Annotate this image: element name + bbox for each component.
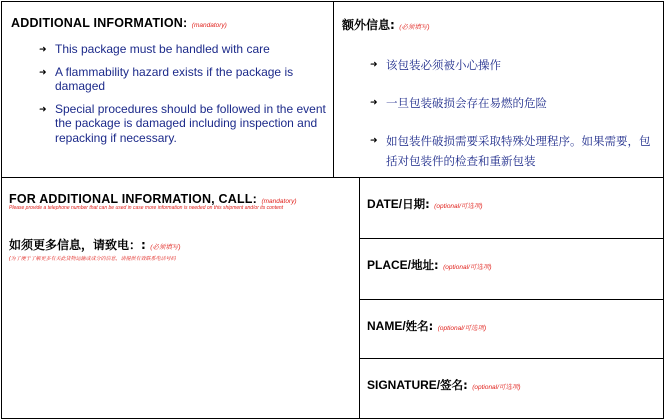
place-label-row	[367, 256, 491, 274]
handling-instructions-list	[39, 42, 327, 145]
arrow-right-icon: ➜	[370, 98, 378, 108]
signature-field[interactable]	[359, 358, 664, 419]
list-item	[39, 42, 327, 57]
place-label: PLACE/	[367, 258, 412, 272]
list-item	[39, 102, 327, 146]
place-field[interactable]	[359, 238, 664, 300]
mandatory-note: (mandatory)	[191, 22, 227, 29]
date-field[interactable]	[359, 177, 664, 239]
name-optional-note: (optional/可选项)	[437, 325, 487, 332]
contact-cn-heading-row	[9, 236, 181, 254]
arrow-right-icon: ➜	[39, 66, 47, 77]
signature-label-cn: 签名:	[440, 378, 468, 392]
signature-label-row	[367, 376, 521, 394]
arrow-right-icon: ➜	[39, 103, 47, 114]
bullet-text: Special procedures should be followed in the event the package is damaged including inspection and repacking if necessary.	[55, 101, 326, 145]
arrow-right-icon: ➜	[370, 136, 378, 146]
contact-phone-section	[1, 177, 360, 419]
contact-instruction: Please provide a telephone number that can be used in case more information is needed on this shipment and/or its content	[9, 205, 284, 211]
place-label-cn: 地址:	[411, 258, 439, 272]
bullet-text: A flammability hazard exists if the package is damaged	[55, 64, 294, 93]
additional-information-heading: ADDITIONAL INFORMATION:	[11, 16, 188, 30]
list-item	[39, 65, 327, 94]
bullet-text-cn: 如包装件破损需要采取特殊处理程序。如果需要，包括对包装件的检查和重新包装	[386, 134, 651, 168]
handling-instructions-cn-list	[370, 55, 658, 171]
name-label-cn: 姓名:	[405, 319, 434, 333]
contact-cn-heading: 如须更多信息，请致电：:	[9, 238, 146, 252]
date-label-row	[367, 195, 483, 213]
arrow-right-icon: ➜	[370, 60, 378, 70]
name-label-row	[367, 317, 486, 335]
name-field[interactable]	[359, 299, 664, 359]
list-item	[370, 55, 658, 75]
place-optional-note: (optional/可选项)	[443, 264, 492, 271]
contact-heading: FOR ADDITIONAL INFORMATION, CALL:	[9, 192, 258, 206]
bullet-text-cn: 一旦包装破损会存在易燃的危险	[386, 96, 547, 110]
name-label: NAME/	[367, 319, 406, 333]
signature-optional-note: (optional/可选项)	[472, 384, 521, 391]
date-label: DATE/	[367, 197, 403, 211]
arrow-right-icon: ➜	[39, 44, 47, 54]
contact-mandatory-note: (mandatory)	[261, 198, 297, 205]
bullet-text-cn: 该包装必须被小心操作	[386, 58, 501, 72]
mandatory-note-cn: (必须填写)	[399, 24, 430, 31]
signature-label: SIGNATURE/	[367, 378, 441, 392]
date-label-cn: 日期:	[402, 197, 430, 211]
contact-cn-instruction: (为了便于了解更多有关此货物运输或成分的信息，请提供有效联系电话号码	[9, 256, 176, 262]
contact-cn-mandatory-note: (必须填写)	[150, 244, 181, 251]
additional-information-cn-heading: 额外信息:	[342, 18, 395, 32]
additional-information-cn-heading-row	[342, 16, 430, 34]
list-item	[370, 131, 658, 171]
bullet-text: This package must be handled with care	[55, 42, 270, 56]
additional-information-heading-row	[11, 14, 227, 32]
list-item	[370, 93, 658, 113]
date-optional-note: (optional/可选项)	[434, 203, 483, 210]
